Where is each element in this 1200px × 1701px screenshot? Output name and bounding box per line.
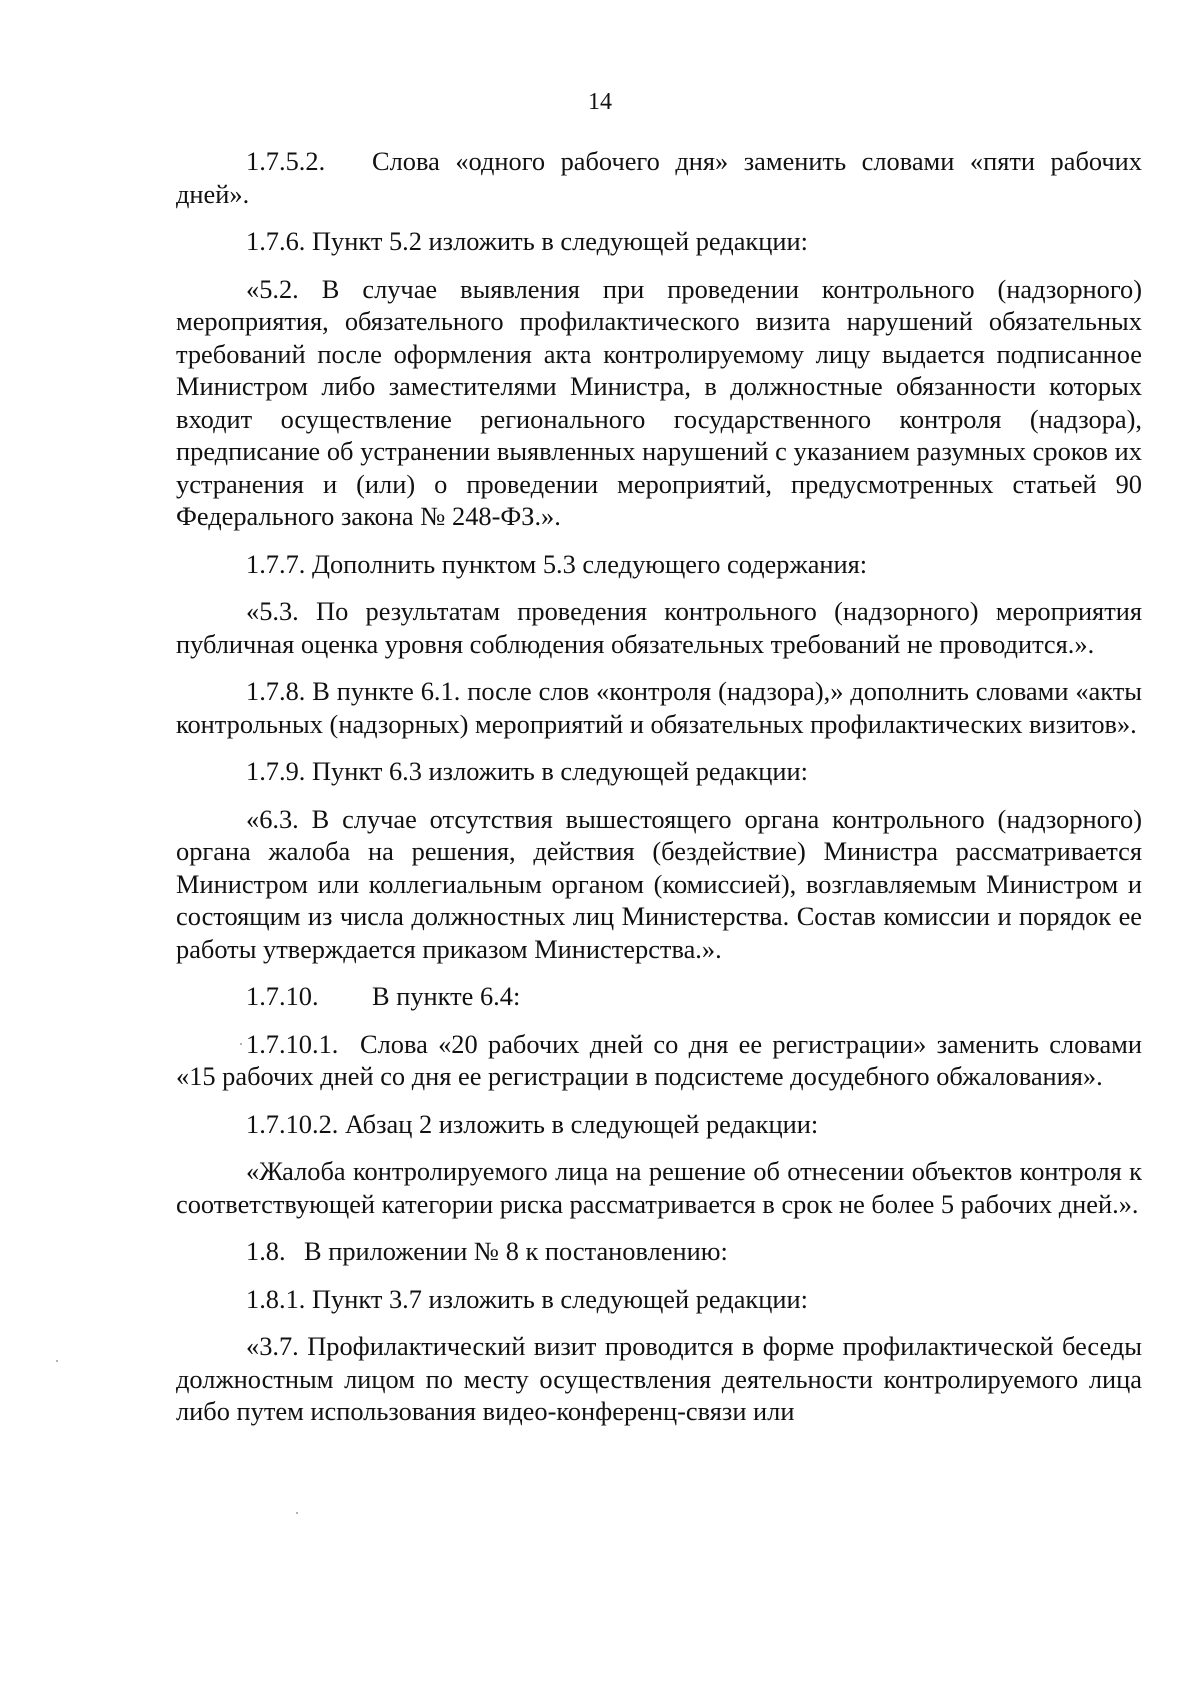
paragraph-text: В пункте 6.4:: [372, 981, 521, 1011]
paragraph-text: Слова «одного рабочего дня» заменить словами «пяти рабочих дней».: [176, 146, 1142, 209]
paragraph-1-7-7: 1.7.7. Дополнить пунктом 5.3 следующего содержания:: [246, 548, 868, 579]
paragraph-3-7-text: «3.7. Профилактический визит проводится в форме профилактической беседы должностным лицом по месту осуществления деятельности контролируемого лица либо путем использования видео-конференц-связи или: [176, 1331, 1142, 1426]
scan-speck: [56, 1360, 58, 1362]
paragraph-number: 1.7.10.1.: [246, 1028, 339, 1059]
paragraph-text: В приложении № 8 к постановлению:: [304, 1236, 728, 1266]
paragraph-1-7-9: 1.7.9. Пункт 6.3 изложить в следующей редакции:: [246, 756, 808, 786]
paragraph-6-3-text: «6.3. В случае отсутствия вышестоящего органа контрольного (надзорного) органа жалоба на решения, действия (бездействие) Министра рассматривается Министром или коллегиальным органом (комиссией), возглавляемым Министром и состоящим из числа должностных лиц Министерства. Состав комиссии и порядок ее работы утверждается приказом Министерства.».: [176, 803, 1142, 964]
paragraph-text: Слова «20 рабочих дней со дня ее регистрации» заменить словами «15 рабочих дней со дня ее регистрации в подсистеме досудебного обжалования».: [176, 1028, 1142, 1091]
paragraph-1-8-1: 1.8.1. Пункт 3.7 изложить в следующей редакции:: [246, 1283, 808, 1314]
scan-speck: [296, 1512, 298, 1514]
paragraph-1-8: [176, 1235, 1142, 1268]
paragraph-1-7-10-2: 1.7.10.2. Абзац 2 изложить в следующей редакции:: [246, 1108, 819, 1139]
paragraph-1-7-8: 1.7.8. В пункте 6.1. после слов «контроля (надзора),» дополнить словами «акты контрольных (надзорных) мероприятий и обязательных профилактических визитов».: [176, 676, 1142, 739]
paragraph-number: 1.7.5.2.: [246, 146, 326, 176]
paragraph-5-2-text: «5.2. В случае выявления при проведении контрольного (надзорного) мероприятия, обязательного профилактического визита нарушений обязательных требований после оформления акта контролируемому лицу выдается подписанное Министром либо заместителями Министра, в должностные обязанности которых входит осуществление регионального государственного контроля (надзора), предписание об устранении выявленных нарушений с указанием разумных сроков их устранения и (или) о проведении мероприятий, предусмотренных статьей 90 Федерального закона № 248-ФЗ.».: [176, 273, 1142, 531]
paragraph-1-7-5-2: [176, 145, 1142, 210]
paragraph-1-7-10: [176, 980, 1142, 1013]
paragraph-number: 1.8.: [246, 1236, 286, 1266]
paragraph-complaint-text: «Жалоба контролируемого лица на решение об отнесении объектов контроля к соответствующей категории риска рассматривается в срок не более 5 рабочих дней.».: [176, 1156, 1142, 1219]
paragraph-1-7-10-1: [176, 1028, 1142, 1093]
scan-speck: [240, 1043, 242, 1045]
page-number: 14: [588, 89, 612, 115]
paragraph-number: 1.7.10.: [246, 981, 319, 1011]
paragraph-1-7-6: 1.7.6. Пункт 5.2 изложить в следующей редакции:: [246, 226, 808, 256]
paragraph-5-3-text: «5.3. По результатам проведения контрольного (надзорного) мероприятия публичная оценка уровня соблюдения обязательных требований не проводится.».: [176, 596, 1142, 659]
document-body: [176, 145, 1142, 1443]
